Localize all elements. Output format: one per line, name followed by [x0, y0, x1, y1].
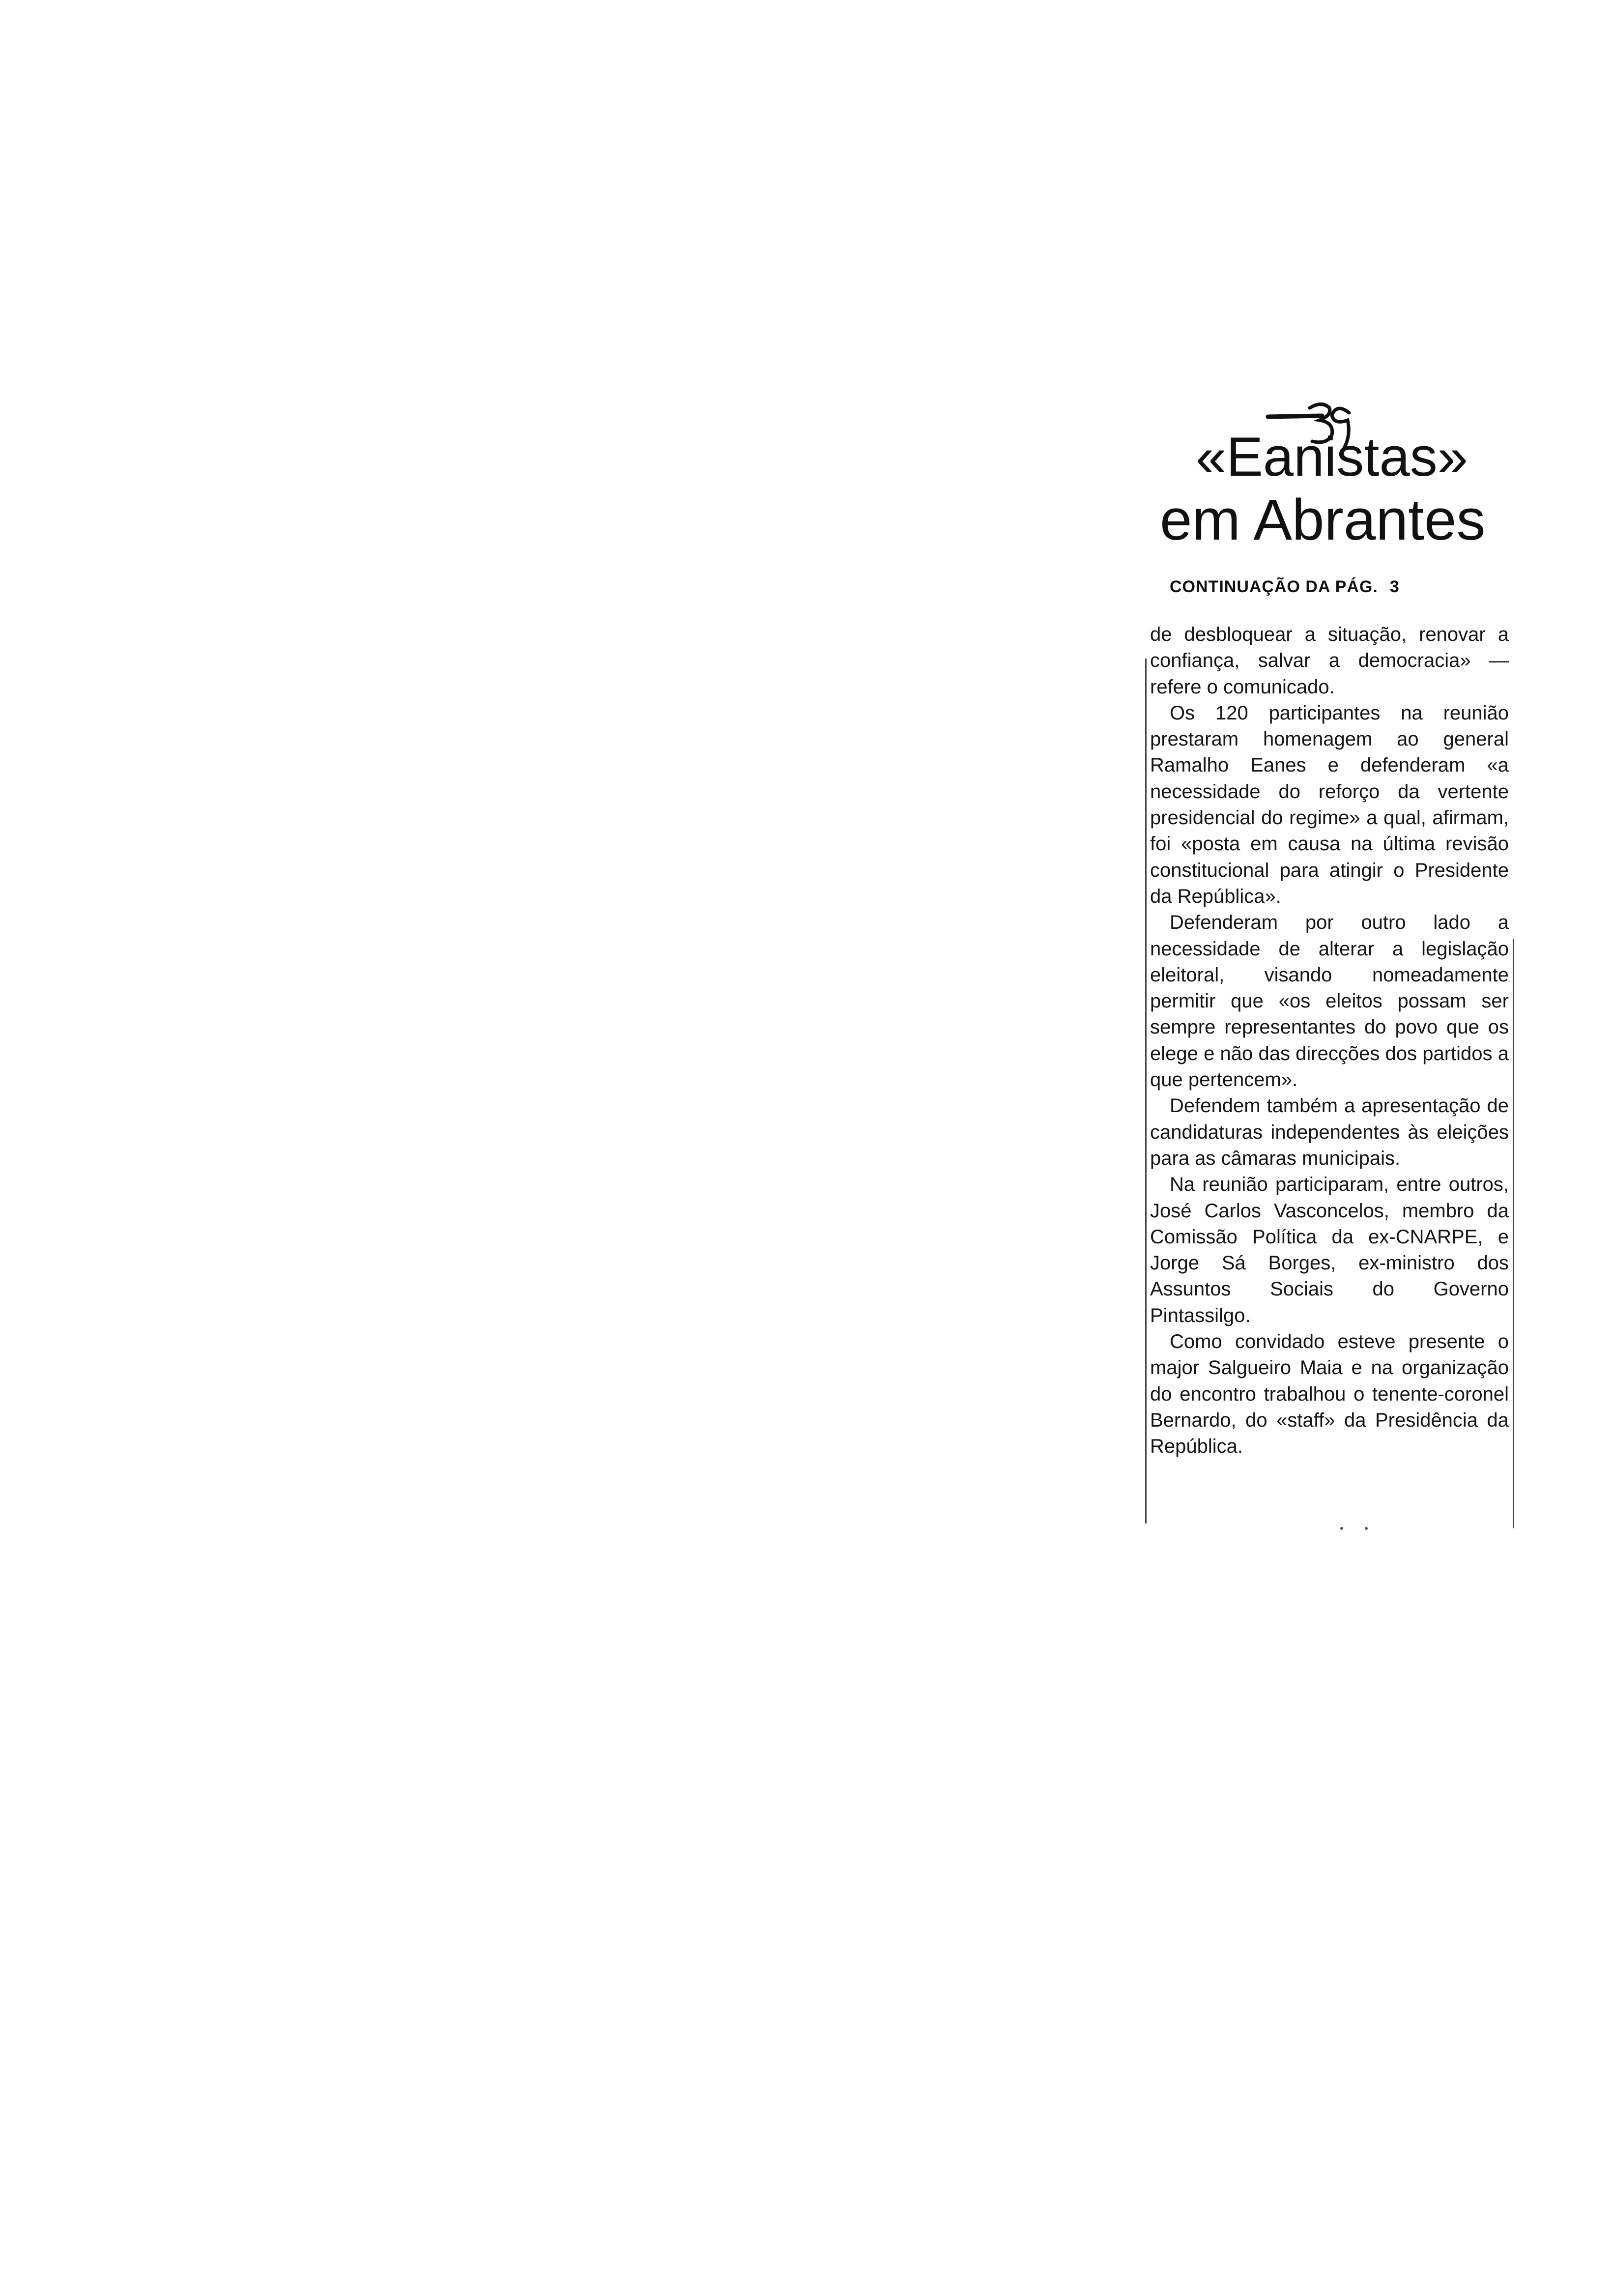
paragraph: Defendem também a apresentação de candidaturas independentes às eleições para as câmaras municipais. [1150, 1095, 1509, 1169]
continuation-label: CONTINUAÇÃO DA PÁG. [1170, 577, 1378, 596]
newspaper-clipping [1130, 383, 1524, 1661]
paragraph: de desbloquear a situação, renovar a confiança, salvar a democracia» — refere o comunicado. [1150, 624, 1509, 698]
paragraph: Como convidado esteve presente o major Salgueiro Maia e na organização do encontro trabalhou o tenente-coronel Bernardo, do «staff» da Presidência da República. [1150, 1331, 1509, 1458]
continuation-page-number: 3 [1389, 577, 1400, 596]
headline-line-1: «Eanistas» [1195, 426, 1468, 488]
scan-specks [1130, 383, 1524, 1661]
paragraph: Os 120 participantes na reunião prestaram homenagem ao general Ramalho Eanes e defenderam «a necessidade do reforço da vertente presidencial do regime» a qual, afirmam, foi «posta em causa na última revisão constitucional para atingir o Presidente da República». [1150, 702, 1509, 907]
headline-line-2: em Abrantes [1160, 487, 1486, 552]
paragraph: Na reunião participaram, entre outros, José Carlos Vasconcelos, membro da Comissão Política da ex-CNARPE, e Jorge Sá Borges, ex-ministro dos Assuntos Sociais do Governo Pintassilgo. [1150, 1174, 1509, 1326]
paragraph: Defenderam por outro lado a necessidade de alterar a legislação eleitoral, visando nomeadamente permitir que «os eleitos possam ser sempre representantes do povo que os elege e não das direcções dos partidos a que pertencem». [1150, 912, 1509, 1091]
